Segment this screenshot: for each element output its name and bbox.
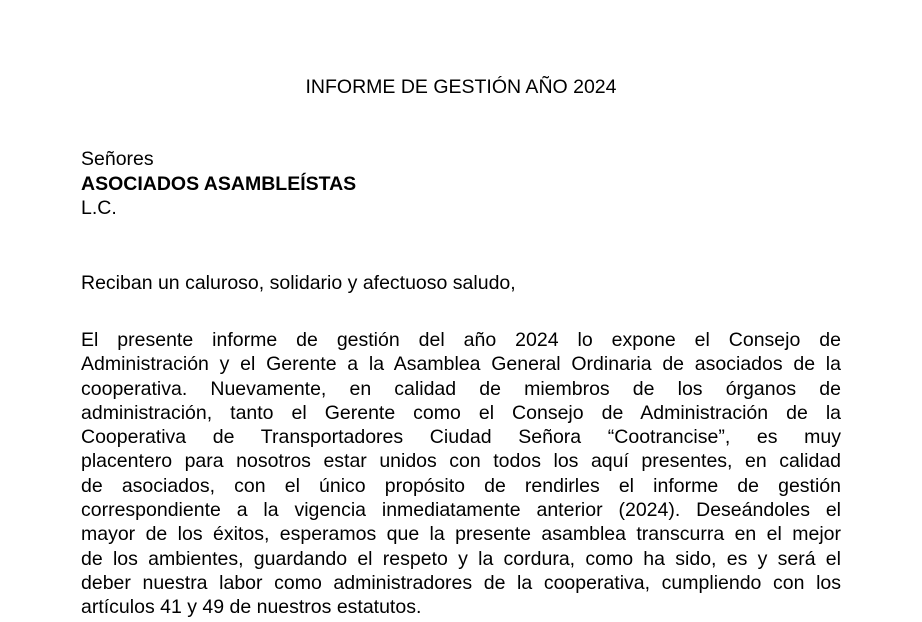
- paragraph-line-text: artículos 41 y 49 de nuestros estatutos.: [81, 596, 422, 619]
- salutation: Señores: [81, 148, 154, 170]
- paragraph-line: [81, 401, 841, 425]
- recipient: ASOCIADOS ASAMBLEÍSTAS: [81, 172, 357, 195]
- paragraph-line: [81, 547, 841, 571]
- document-title: INFORME DE GESTIÓN AÑO 2024: [305, 76, 617, 98]
- paragraph-line-text: Administración y el Gerente a la Asamblea General Ordinaria de asociados de la: [81, 353, 841, 376]
- paragraph-line-text: de asociados, con el único propósito de rendirles el informe de gestión: [81, 474, 841, 497]
- paragraph-line: [81, 474, 841, 498]
- paragraph-line: [81, 352, 841, 376]
- paragraph-line: [81, 425, 841, 449]
- paragraph-line: [81, 522, 841, 546]
- paragraph-line: [81, 449, 841, 473]
- paragraph-line: [81, 328, 841, 352]
- addressee-block: [81, 147, 356, 221]
- paragraph-line-text: placentero para nosotros estar unidos con todos los aquí presentes, en calidad: [81, 450, 841, 473]
- paragraph-line: [81, 377, 841, 401]
- paragraph-line: [81, 571, 841, 595]
- paragraph-line-text: Cooperativa de Transportadores Ciudad Señora “Cootrancise”, es muy: [81, 426, 841, 449]
- paragraph-line: [81, 498, 841, 522]
- body-paragraph: [81, 328, 841, 620]
- paragraph-line-text: correspondiente a la vigencia inmediatamente anterior (2024). Deseándoles el: [81, 499, 841, 522]
- paragraph-line-text: El presente informe de gestión del año 2024 lo expone el Consejo de: [81, 329, 841, 351]
- paragraph-line-text: de los ambientes, guardando el respeto y la cordura, como ha sido, es y será el: [81, 547, 841, 570]
- paragraph-line-text: administración, tanto el Gerente como el Consejo de Administración de la: [81, 401, 841, 424]
- paragraph-line-last: [81, 595, 841, 619]
- greeting-line: Reciban un caluroso, solidario y afectuoso saludo,: [81, 272, 516, 294]
- paragraph-line-text: mayor de los éxitos, esperamos que la presente asamblea transcurra en el mejor: [81, 523, 841, 546]
- paragraph-line-text: deber nuestra labor como administradores de la cooperativa, cumpliendo con los: [81, 571, 841, 594]
- recipient-location: L.C.: [81, 197, 117, 219]
- paragraph-line-text: cooperativa. Nuevamente, en calidad de miembros de los órganos de: [81, 377, 841, 400]
